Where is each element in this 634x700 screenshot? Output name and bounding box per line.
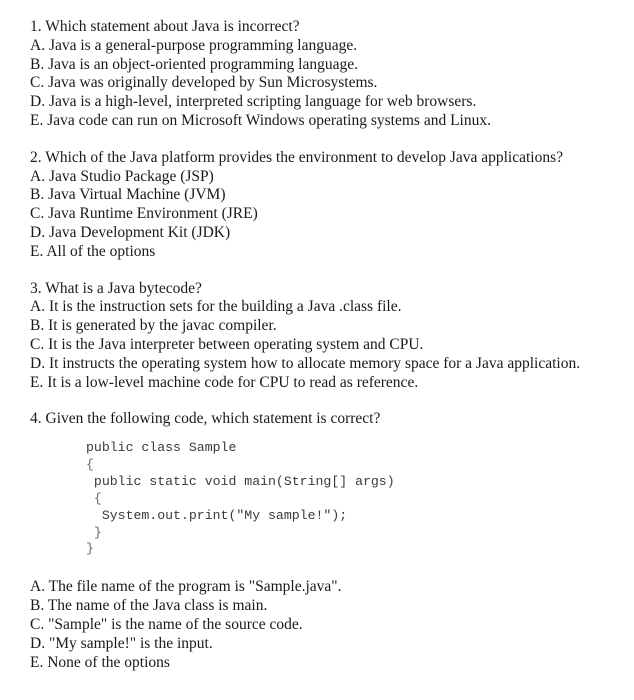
question-4-option-c: C. "Sample" is the name of the source code. bbox=[30, 615, 303, 633]
question-1-option-e: E. Java code can run on Microsoft Windows operating systems and Linux. bbox=[30, 111, 491, 129]
code-line: System.out.print("My sample!"); bbox=[86, 507, 348, 523]
question-4-option-e: E. None of the options bbox=[30, 653, 170, 671]
question-3-option-e: E. It is a low-level machine code for CPU to read as reference. bbox=[30, 373, 419, 391]
question-3-option-b: B. It is generated by the javac compiler. bbox=[30, 317, 277, 335]
question-4-option-a: A. The file name of the program is "Sample.java". bbox=[30, 578, 342, 596]
question-1-option-d: D. Java is a high-level, interpreted scripting language for web browsers. bbox=[30, 93, 477, 111]
question-2-option-e: E. All of the options bbox=[30, 242, 156, 260]
code-line: { bbox=[86, 457, 94, 473]
question-3-option-d: D. It instructs the operating system how to allocate memory space for a Java application. bbox=[30, 354, 581, 372]
question-3-option-a: A. It is the instruction sets for the building a Java .class file. bbox=[30, 298, 402, 316]
code-line: public class Sample bbox=[86, 440, 237, 456]
code-line: } bbox=[86, 524, 102, 540]
question-1-stem: 1. Which statement about Java is incorrect? bbox=[30, 18, 300, 35]
question-4-stem: 4. Given the following code, which statement is correct? bbox=[30, 410, 381, 428]
question-2-option-a: A. Java Studio Package (JSP) bbox=[30, 167, 214, 185]
question-4-option-d: D. "My sample!" is the input. bbox=[30, 634, 213, 652]
code-line: { bbox=[86, 490, 102, 506]
question-3-option-c: C. It is the Java interpreter between operating system and CPU. bbox=[30, 335, 424, 353]
question-1-option-a: A. Java is a general-purpose programming language. bbox=[30, 36, 358, 54]
question-3-stem: 3. What is a Java bytecode? bbox=[30, 279, 202, 297]
code-line: public static void main(String[] args) bbox=[86, 473, 395, 489]
question-1-option-c: C. Java was originally developed by Sun Microsystems. bbox=[30, 74, 378, 92]
question-4 bbox=[30, 410, 630, 672]
question-2-option-c: C. Java Runtime Environment (JRE) bbox=[30, 205, 258, 223]
question-2-option-d: D. Java Development Kit (JDK) bbox=[30, 223, 231, 241]
question-3 bbox=[30, 280, 630, 393]
question-2 bbox=[30, 149, 630, 262]
question-1 bbox=[30, 18, 630, 131]
question-4-option-b: B. The name of the Java class is main. bbox=[30, 597, 268, 615]
question-2-stem: 2. Which of the Java platform provides the environment to develop Java applications? bbox=[30, 148, 564, 166]
code-line: } bbox=[86, 541, 94, 557]
question-2-option-b: B. Java Virtual Machine (JVM) bbox=[30, 186, 226, 204]
question-1-option-b: B. Java is an object-oriented programming language. bbox=[30, 55, 358, 73]
question-4-options bbox=[30, 578, 630, 672]
code-block bbox=[86, 440, 630, 558]
quiz-document bbox=[30, 18, 630, 672]
